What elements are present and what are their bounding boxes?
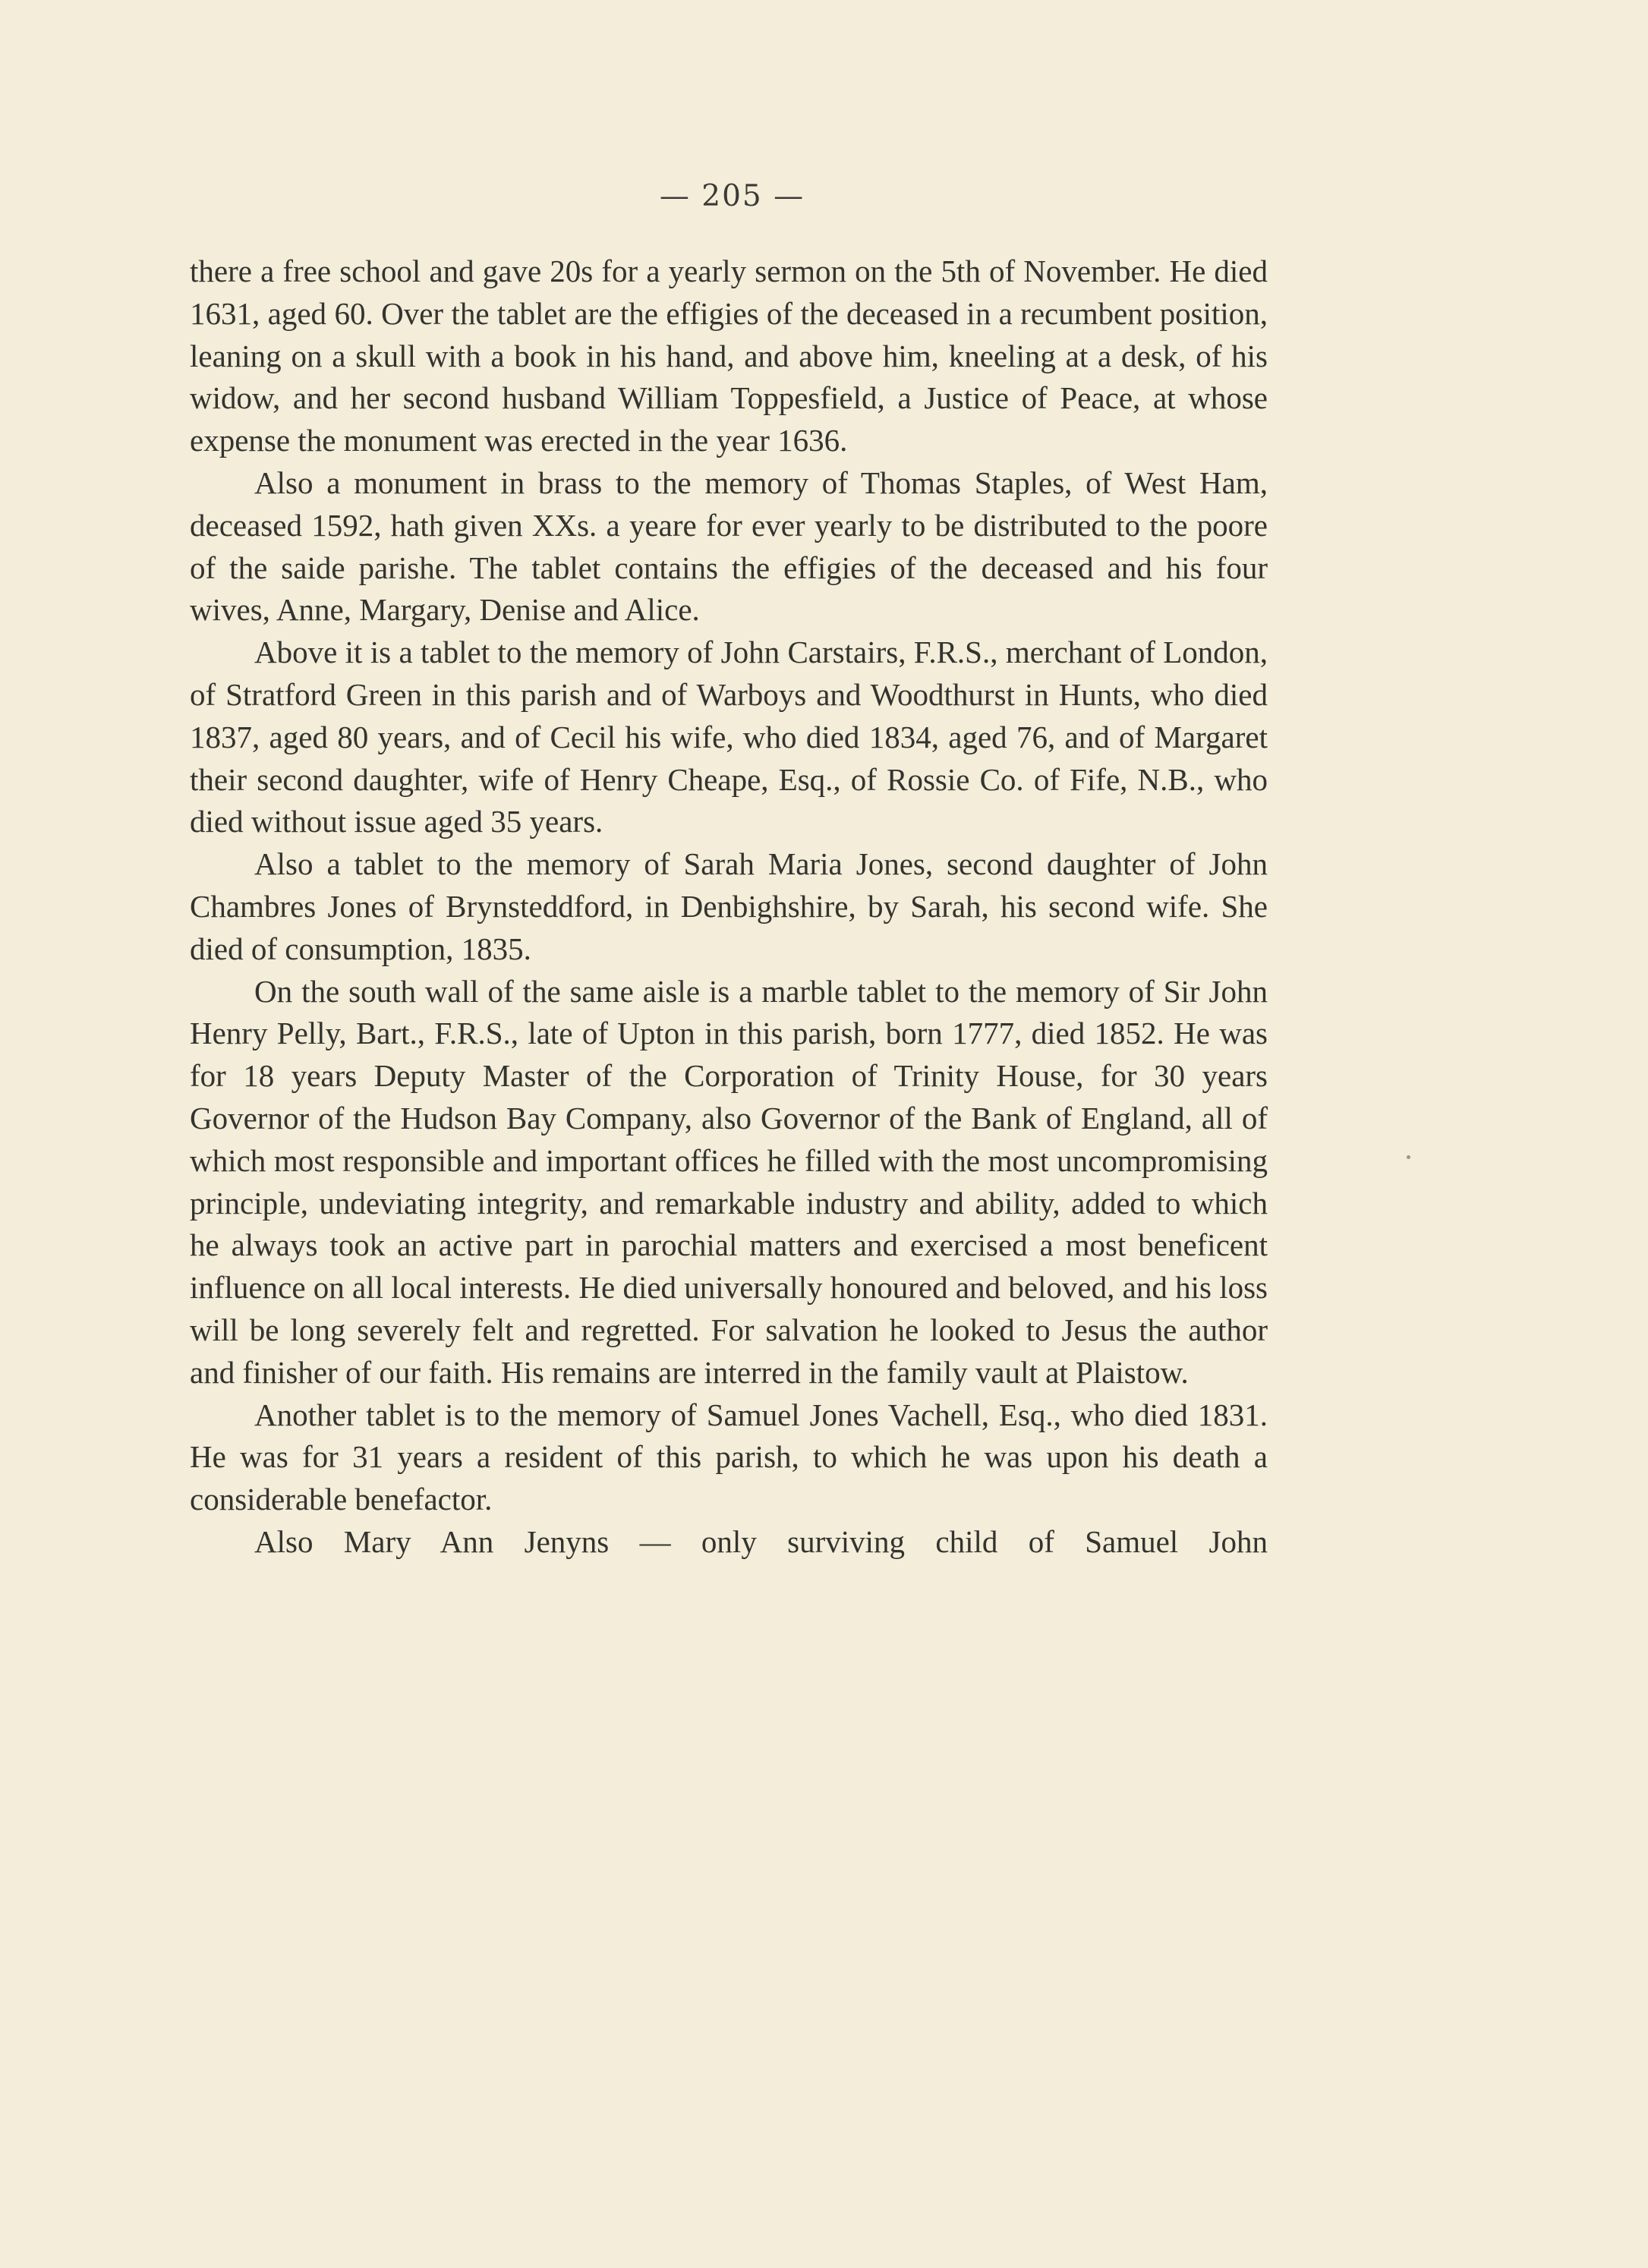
paragraph-3: Above it is a tablet to the memory of John Carstairs, F.R.S., merchant of London, of Stratford Green in this parish and of Warboys and Woodthurst in Hunts, who died 1837, aged 80 years, and of Cecil his wife, who died 1834, aged 76, and of Margaret their second daughter, wife of Henry Cheape, Esq., of Rossie Co. of Fife, N.B., who died without issue aged 35 years.	[190, 635, 1268, 839]
paper-speck	[1407, 1155, 1410, 1159]
paragraph-5: On the south wall of the same aisle is a marble tablet to the memory of Sir John Henry Pelly, Bart., F.R.S., late of Upton in this parish, born 1777, died 1852. He was for 18 years Deputy Master of the Corporation of Trinity House, for 30 years Governor of the Hudson Bay Company, also Governor of the Bank of England, all of which most responsible and important offices he filled with the most uncompromising principle, undeviating integrity, and remarkable industry and ability, added to which he always took an active part in parochial matters and exercised a most beneficent influence on all local interests. He died universally honoured and beloved, and his loss will be long severely felt and regretted. For salvation he looked to Jesus the author and finisher of our faith. His remains are interred in the family vault at Plaistow.	[190, 973, 1268, 1390]
paragraph-4: Also a tablet to the memory of Sarah Maria Jones, second daughter of John Chambres Jones of Brynsteddford, in Denbighshire, by Sarah, his second wife. She died of consumption, 1835.	[190, 846, 1268, 966]
paragraph-2: Also a monument in brass to the memory of Thomas Staples, of West Ham, deceased 1592, hath given XXs. a yeare for ever yearly to be distributed to the poore of the saide parishe. The tablet contains the effigies of the deceased and his four wives, Anne, Margary, Denise and Alice.	[190, 465, 1268, 628]
page-number: — 205 —	[659, 179, 805, 213]
paragraph-7: Also Mary Ann Jenyns — only surviving child of Samuel John	[254, 1523, 1268, 1559]
paragraph-6: Another tablet is to the memory of Samuel Jones Vachell, Esq., who died 1831. He was for 31 years a resident of this parish, to which he was upon his death a considerable benefactor.	[190, 1397, 1268, 1517]
body-text	[190, 250, 1268, 1564]
paragraph-1: there a free school and gave 20s for a yearly sermon on the 5th of November. He died 1631, aged 60. Over the tablet are the effigies of the deceased in a recumbent position, leaning on a skull with a book in his hand, and above him, kneeling at a desk, of his widow, and her second husband William Toppesfield, a Justice of Peace, at whose expense the monument was erected in the year 1636.	[190, 254, 1268, 458]
